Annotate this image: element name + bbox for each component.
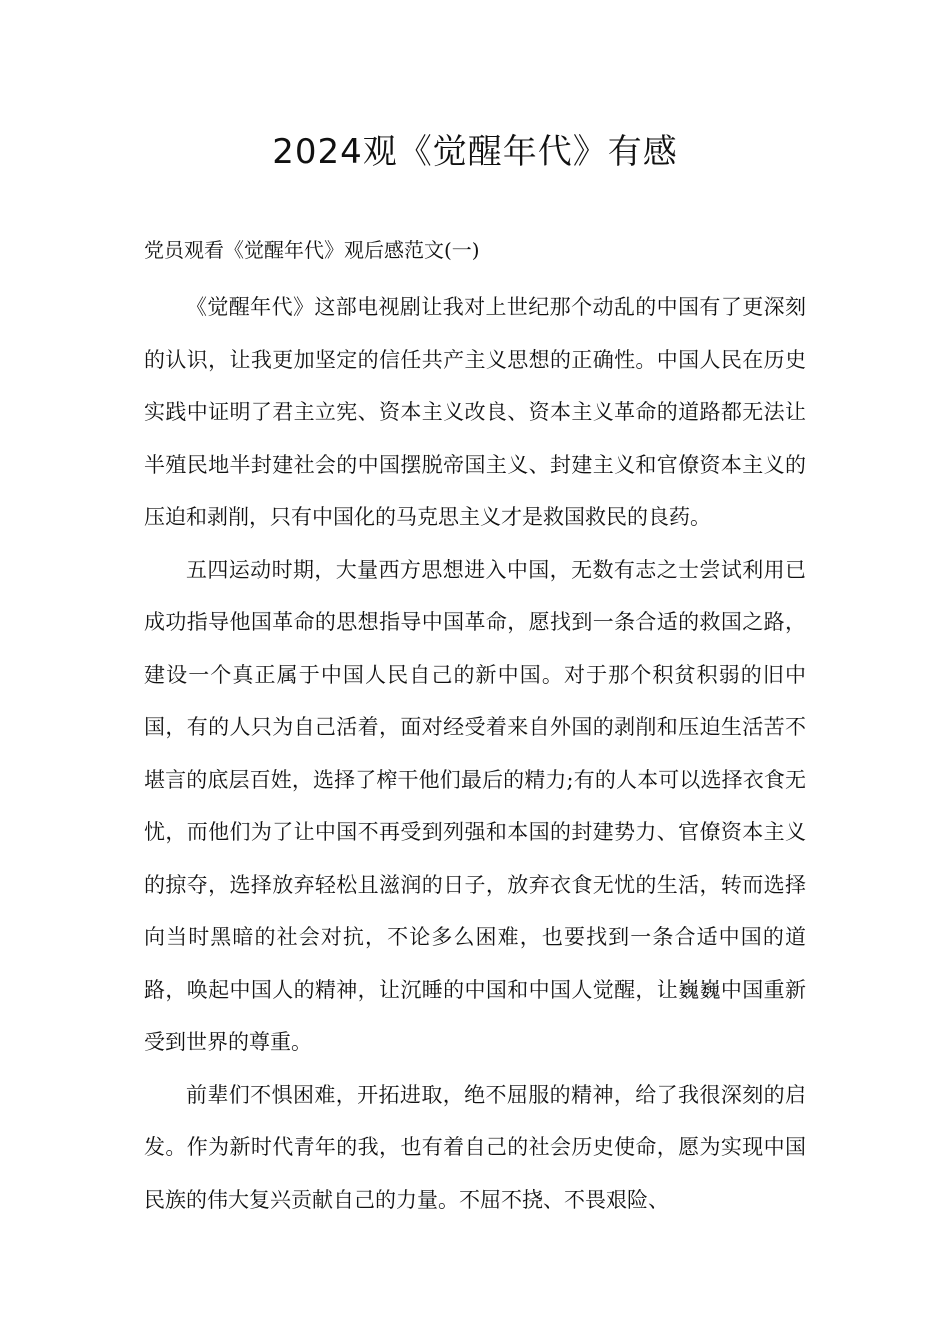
paragraph-3: 前辈们不惧困难，开拓进取，绝不屈服的精神，给了我很深刻的启发。作为新时代青年的我，也有着自己的社会历史使命，愿为实现中国民族的伟大复兴贡献自己的力量。不屈不挠、不畏艰险、 [144, 1082, 806, 1212]
section-heading: 党员观看《觉醒年代》观后感范文(一) [144, 238, 480, 262]
document-title: 2024观《觉醒年代》有感 [272, 132, 678, 172]
body-text [144, 281, 806, 1226]
paragraph-2: 五四运动时期，大量西方思想进入中国，无数有志之士尝试利用已成功指导他国革命的思想指导中国革命，愿找到一条合适的救国之路，建设一个真正属于中国人民自己的新中国。对于那个积贫积弱的旧中国，有的人只为自己活着，面对经受着来自外国的剥削和压迫生活苦不堪言的底层百姓，选择了榨干他们最后的精力;有的人本可以选择衣食无忧，而他们为了让中国不再受到列强和本国的封建势力、官僚资本主义的掠夺，选择放弃轻松且滋润的日子，放弃衣食无忧的生活，转而选择向当时黑暗的社会对抗，不论多么困难，也要找到一条合适中国的道路，唤起中国人的精神，让沉睡的中国和中国人觉醒，让巍巍中国重新受到世界的尊重。 [144, 557, 806, 1054]
paragraph-1: 《觉醒年代》这部电视剧让我对上世纪那个动乱的中国有了更深刻的认识，让我更加坚定的信任共产主义思想的正确性。中国人民在历史实践中证明了君主立宪、资本主义改良、资本主义革命的道路都无法让半殖民地半封建社会的中国摆脱帝国主义、封建主义和官僚资本主义的压迫和剥削，只有中国化的马克思主义才是救国救民的良药。 [144, 295, 806, 529]
